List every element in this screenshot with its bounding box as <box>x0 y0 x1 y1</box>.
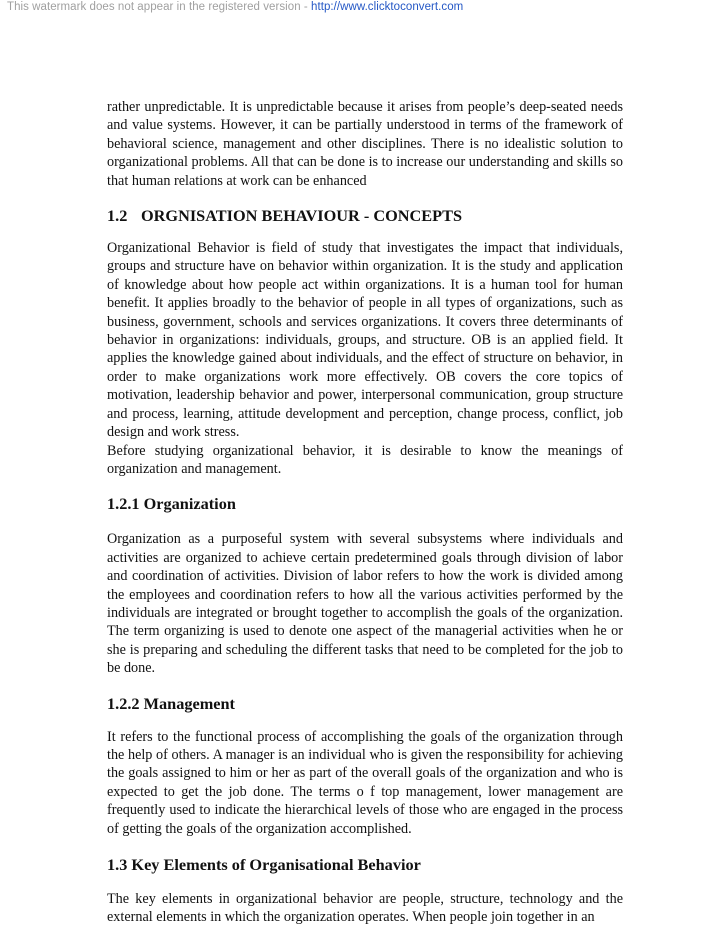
document-body <box>107 98 623 927</box>
organization-paragraph: Organization as a purposeful system with several subsystems where individuals and activities are organized to achieve certain predetermined goals through division of labor and coordination of activities. Division of labor refers to how the work is divided among the employees and coordination refers to how all the various activities performed by the individuals are integrated or brought together to accomplish the goals of the organization. The term organizing is used to denote one aspect of the managerial activities when he or she is preparing and scheduling the different tasks that need to be completed for the job to be done. <box>107 531 623 677</box>
ob-concepts-paragraph: Organizational Behavior is field of study that investigates the impact that individuals, groups and structure have on behavior within organization. It is the study and application of knowledge about how people act within organizations. It is a human tool for human benefit. It applies broadly to the behavior of people in all types of organizations, such as business, government, schools and services organizations. It covers three determinants of behavior in organizations: individuals, groups, and structure. OB is an applied field. It applies the knowledge gained about individuals, and the effect of structure on behavior, in order to make organizations work more effectively. OB covers the core topics of motivation, leadership behavior and power, interpersonal communication, group structure and process, learning, attitude development and perception, change process, conflict, job design and work stress. <box>107 240 623 441</box>
watermark-link[interactable]: http://www.clicktoconvert.com <box>311 1 464 13</box>
watermark-text: This watermark does not appear in the registered version - <box>7 1 312 13</box>
section-title: ORGNISATION BEHAVIOUR - CONCEPTS <box>141 206 463 226</box>
management-paragraph: It refers to the functional process of accomplishing the goals of the organization through the help of others. A manager is an individual who is given the responsibility for achieving the goals assigned to him or her as part of the overall goals of the organization and who is expected to get the job done. The terms o f top management, lower management are frequently used to indicate the hierarchical levels of those who are engaged in the process of getting the goals of the organization accomplished. <box>107 728 623 837</box>
section-heading-organization: 1.2.1 Organization <box>107 494 236 514</box>
watermark-notice <box>7 1 463 13</box>
intro-paragraph: rather unpredictable. It is unpredictable because it arises from people’s deep-seated needs and value systems. However, it can be partially understood in terms of the framework of behavioral science, management and other disciplines. There is no idealistic solution to organizational problems. All that can be done is to increase our understanding and skills so that human relations at work can be enhanced <box>107 99 623 189</box>
ob-meanings-paragraph: Before studying organizational behavior, it is desirable to know the meanings of organization and management. <box>107 442 623 477</box>
key-elements-paragraph: The key elements in organizational behavior are people, structure, technology and the external elements in which the organization operates. When people join together in an <box>107 891 623 926</box>
section-heading-management: 1.2.2 Management <box>107 693 235 713</box>
section-heading-key-elements: 1.3 Key Elements of Organisational Behavior <box>107 855 421 874</box>
section-heading-1-2 <box>107 206 623 226</box>
section-number: 1.2 <box>107 206 128 226</box>
